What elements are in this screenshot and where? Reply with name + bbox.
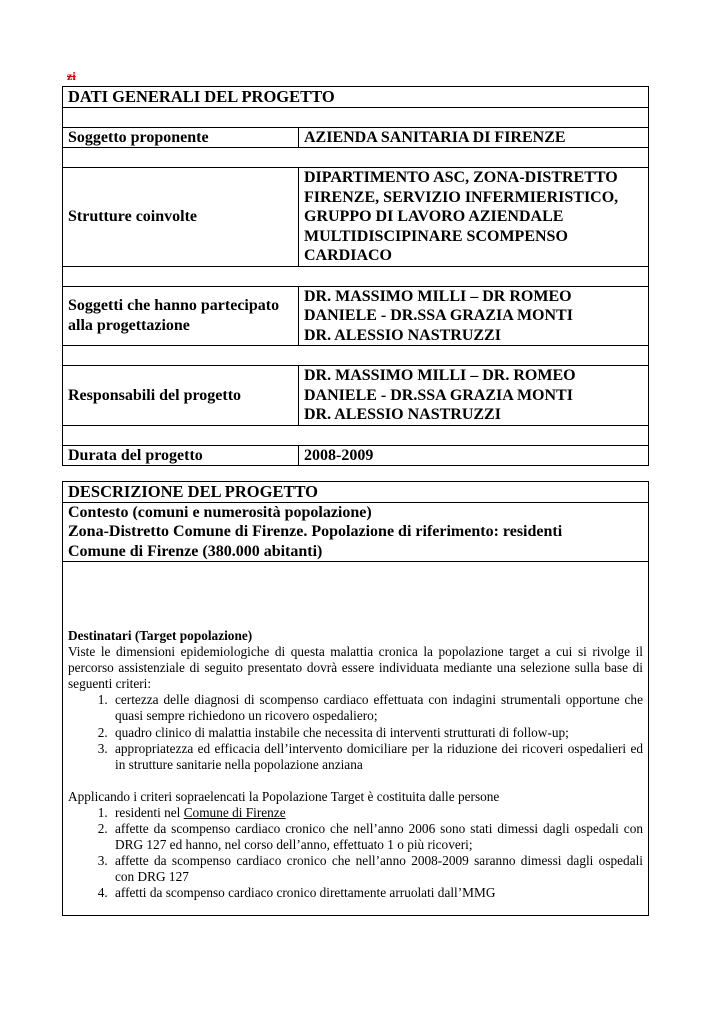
label-participants: Soggetti che hanno partecipato alla progettazione — [63, 286, 299, 346]
row-structures — [63, 168, 649, 267]
population-intro: Applicando i criteri sopraelencati la Popolazione Target è costituita dalle persone — [68, 788, 500, 804]
value-responsibles: DR. MASSIMO MILLI – DR. ROMEO DANIELE - DR.SSA GRAZIA MONTI DR. ALESSIO NASTRUZZI — [299, 366, 649, 426]
value-structures: DIPARTIMENTO ASC, ZONA-DISTRETTO FIRENZE, SERVIZIO INFERMIERISTICO, GRUPPO DI LAVORO AZIENDALE MULTIDISCIPINARE SCOMPENSO CARDIACO — [299, 168, 649, 267]
spacer-row — [63, 266, 649, 286]
list-item: 1. certezza delle diagnosi di scompenso cardiaco effettuata con indagini strumentali opportune che quasi sempre richiedono un ricovero ospedaliero; — [111, 692, 643, 724]
target-cell — [63, 562, 649, 916]
list-item: 4. affetti da scompenso cardiaco cronico direttamente arruolati dall’MMG — [111, 885, 643, 901]
row-participants — [63, 286, 649, 346]
list-item: 3. appropriatezza ed efficacia dell’intervento domiciliare per la riduzione dei ricoveri ospedalieri ed in strutture sanitarie nella popolazione anziana — [111, 741, 643, 773]
row-responsibles — [63, 366, 649, 426]
label-responsibles: Responsabili del progetto — [63, 366, 299, 426]
spacer-row — [63, 425, 649, 445]
population-list — [68, 805, 643, 902]
list-item: 2. affette da scompenso cardiaco cronico che nell’anno 2006 sono stati dimessi dagli ospedali con DRG 127 ed hanno, nel corso dell’anno, effettuato 1 o più ricoveri; — [111, 821, 643, 853]
target-intro: Viste le dimensioni epidemiologiche di questa malattia cronica la popolazione target a cui si rivolge il percorso assistenziale di seguito presentato dovrà essere individuata mediante una selezione sulla base di seguenti criteri: — [68, 644, 643, 692]
context-cell: Contesto (comuni e numerosità popolazione) Zona-Distretto Comune di Firenze. Popolazione di riferimento: residenti Comune di Firenze (380.000 abitanti) — [63, 502, 649, 562]
value-participants: DR. MASSIMO MILLI – DR ROMEO DANIELE - DR.SSA GRAZIA MONTI DR. ALESSIO NASTRUZZI — [299, 286, 649, 346]
comune-link[interactable]: Comune di Firenze — [183, 804, 286, 820]
row-proponent — [63, 127, 649, 148]
project-description-table — [62, 481, 649, 916]
value-duration: 2008-2009 — [299, 445, 649, 466]
label-structures: Strutture coinvolte — [63, 168, 299, 267]
general-heading: DATI GENERALI DEL PROGETTO — [63, 87, 649, 108]
spacer-row — [63, 107, 649, 127]
spacer-row — [63, 346, 649, 366]
description-heading: DESCRIZIONE DEL PROGETTO — [63, 482, 649, 503]
label-duration: Durata del progetto — [63, 445, 299, 466]
list-item: 2. quadro clinico di malattia instabile che necessita di interventi strutturati di follow-up; — [111, 725, 643, 741]
row-duration — [63, 445, 649, 466]
general-data-table — [62, 86, 649, 466]
criteria-list — [68, 692, 643, 772]
list-item: 3. affette da scompenso cardiaco cronico che nell’anno 2008-2009 saranno dimessi dagli ospedali con DRG 127 — [111, 853, 643, 885]
label-proponent: Soggetto proponente — [63, 127, 299, 148]
value-proponent: AZIENDA SANITARIA DI FIRENZE — [299, 127, 649, 148]
revision-mark: zi — [67, 69, 76, 83]
list-item: 1. residenti nel Comune di Firenze — [111, 805, 643, 821]
spacer-row — [63, 148, 649, 168]
target-title: Destinatari (Target popolazione) — [68, 628, 253, 643]
